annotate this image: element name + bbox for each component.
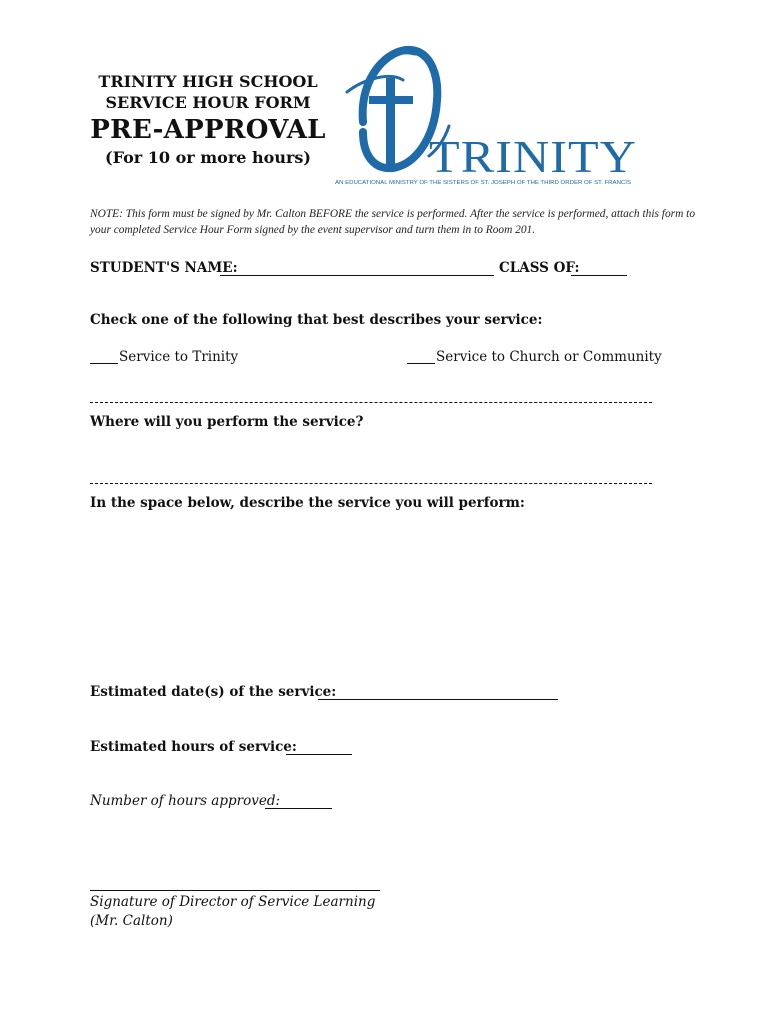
dates-label: Estimated date(s) of the service: [90,684,337,700]
signature-label: Signature of Director of Service Learning [90,894,376,910]
signature-line[interactable] [90,877,380,891]
logo-tagline: AN EDUCATIONAL MINISTRY OF THE SISTERS OF ST. JOSEPH OF THE THIRD ORDER OF ST. FRANCIS [335,180,632,186]
page-subtitle: (For 10 or more hours) [105,148,311,167]
school-name: TRINITY HIGH SCHOOL [98,72,318,91]
logo-wordmark: TRINITY [429,131,637,182]
divider [90,402,652,403]
student-name-label: STUDENT'S NAME: [90,260,238,276]
option-service-church: Service to Church or Community [436,349,662,365]
signature-name: (Mr. Calton) [90,913,173,929]
option-service-trinity: Service to Trinity [119,349,239,365]
trinity-logo [333,40,643,190]
page-title: PRE-APPROVAL [90,115,326,145]
class-field[interactable] [571,262,627,276]
instruction-note: NOTE: This form must be signed by Mr. Calton BEFORE the service is performed. After the service is performed, attach this form to your completed Service Hour Form signed by the event supervisor and turn them in to Room 201. [90,208,696,236]
hours-field[interactable] [286,741,352,755]
form-name: SERVICE HOUR FORM [105,93,311,112]
approved-hours-label: Number of hours approved: [90,793,281,809]
dates-field[interactable] [318,686,558,700]
description-area[interactable] [90,518,650,668]
divider [90,483,652,484]
student-name-field[interactable] [220,262,494,276]
hours-label: Estimated hours of service: [90,739,297,755]
service-type-prompt: Check one of the following that best describes your service: [90,312,543,328]
checkbox-service-trinity[interactable] [90,350,118,364]
class-label: CLASS OF: [499,260,580,276]
location-label: Where will you perform the service? [90,414,364,430]
checkbox-service-church[interactable] [407,350,435,364]
approved-hours-field[interactable] [265,795,332,809]
description-label: In the space below, describe the service you will perform: [90,495,525,511]
